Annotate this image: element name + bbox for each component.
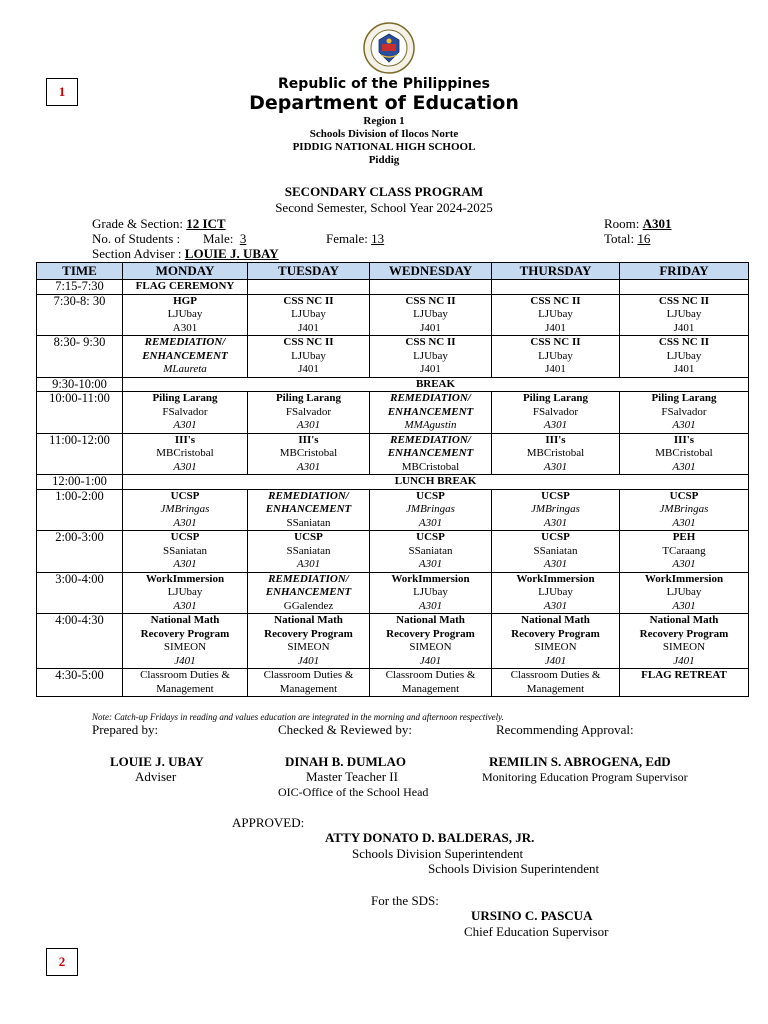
- cell-line: A301: [296, 460, 321, 473]
- time-cell: 3:00-4:00: [37, 572, 123, 614]
- cell-line: A301: [173, 558, 197, 570]
- cell-line: J401: [174, 654, 196, 667]
- cell-line: J401: [419, 654, 442, 667]
- cell-line: A301: [672, 460, 696, 473]
- cell-line: A301: [418, 558, 443, 570]
- table-row: [37, 336, 749, 378]
- table-row: [37, 614, 749, 669]
- cell-line: TCaraang: [662, 544, 706, 557]
- cell-line: UCSP: [170, 531, 200, 543]
- cell-line: J401: [420, 363, 441, 375]
- deped-seal-logo: [363, 22, 415, 74]
- sds-title: Chief Education Supervisor: [464, 924, 609, 939]
- grade-section: Grade & Section: 12 ICT: [92, 216, 226, 231]
- time-cell: 4:30-5:00: [37, 669, 123, 697]
- cell-line: III's: [545, 433, 566, 446]
- checked-by-label: Checked & Reviewed by:: [278, 722, 412, 737]
- cell-line: REMEDIATION/: [144, 336, 226, 348]
- cell-line: A301: [543, 419, 568, 431]
- schedule-cell-tuesday: [248, 531, 370, 573]
- cell-line: MBCristobal: [279, 447, 338, 459]
- cell-line: A301: [543, 516, 568, 529]
- schedule-cell-monday: [123, 294, 248, 336]
- cell-line: WorkImmersion: [644, 572, 724, 585]
- cell-line: CSS NC II: [405, 336, 456, 348]
- cell-line: CSS NC II: [530, 336, 581, 348]
- cell-line: A301: [296, 419, 321, 431]
- time-cell: 1:00-2:00: [37, 489, 123, 531]
- schedule-cell-thursday: [492, 614, 620, 669]
- cell-line: JMBringas: [406, 503, 455, 515]
- table-row: [37, 377, 749, 392]
- cell-line: A301: [672, 516, 696, 529]
- cell-line: Management: [156, 682, 214, 695]
- cell-line: Piling Larang: [522, 392, 589, 404]
- schedule-cell-monday: [123, 433, 248, 475]
- table-header-row: [37, 263, 749, 280]
- time-cell: 11:00-12:00: [37, 433, 123, 475]
- approved-name: ATTY DONATO D. BALDERAS, JR.: [325, 830, 535, 845]
- schedule-cell-tuesday: [248, 572, 370, 614]
- cell-line: A301: [418, 599, 443, 612]
- cell-line: A301: [672, 599, 696, 612]
- cell-line: WorkImmersion: [391, 572, 470, 585]
- cell-line: J401: [298, 321, 319, 334]
- cell-line: ENHANCEMENT: [387, 405, 474, 418]
- document-subtitle: Second Semester, School Year 2024-2025: [275, 200, 493, 215]
- header-republic: Republic of the Philippines: [278, 76, 490, 92]
- cell-line: LJUbay: [413, 586, 448, 598]
- column-header-friday: FRIDAY: [620, 263, 749, 280]
- schedule-cell-monday: [123, 669, 248, 697]
- cell-line: A301: [173, 419, 197, 431]
- cell-line: Classroom Duties &: [385, 669, 476, 681]
- schedule-cell-tuesday: [248, 280, 370, 295]
- schedule-cell-friday: [620, 280, 749, 295]
- schedule-cell-tuesday: [248, 294, 370, 336]
- schedule-cell-monday: [123, 392, 248, 434]
- cell-line: MBCristobal: [526, 447, 585, 459]
- schedule-cell-friday: [620, 531, 749, 573]
- cell-line: REMEDIATION/: [268, 489, 349, 502]
- column-header-time: TIME: [37, 263, 123, 280]
- cell-line: JMBringas: [531, 503, 580, 515]
- cell-line: National Math: [649, 614, 719, 626]
- cell-line: III's: [174, 433, 196, 446]
- cell-line: JMBringas: [659, 503, 709, 515]
- schedule-cell-friday: [620, 433, 749, 475]
- cell-line: FLAG RETREAT: [641, 669, 727, 681]
- page-number-bottom: 2: [46, 948, 78, 976]
- cell-line: CSS NC II: [283, 336, 334, 348]
- cell-line: Classroom Duties &: [140, 669, 230, 681]
- header-town: Piddig: [368, 154, 400, 166]
- cell-line: CSS NC II: [658, 336, 710, 348]
- cell-line: Recovery Program: [264, 627, 353, 640]
- cell-line: A301: [173, 460, 197, 473]
- male-count: Male: 3: [203, 231, 247, 246]
- approved-label: APPROVED:: [232, 815, 305, 830]
- schedule-cell-tuesday: [248, 489, 370, 531]
- cell-line: Recovery Program: [386, 627, 475, 640]
- cell-line: SSaniatan: [408, 544, 453, 557]
- cell-line: FSalvador: [285, 405, 332, 418]
- cell-line: HGP: [173, 294, 197, 307]
- schedule-cell-wednesday: [370, 294, 492, 336]
- cell-line: Piling Larang: [275, 392, 342, 404]
- cell-line: MLaureta: [163, 363, 207, 375]
- column-header-wednesday: WEDNESDAY: [370, 263, 492, 280]
- cell-line: J401: [545, 321, 566, 334]
- total-count: Total: 16: [604, 231, 651, 246]
- schedule-cell-wednesday: [370, 336, 492, 378]
- cell-line: ENHANCEMENT: [387, 447, 474, 459]
- cell-line: REMEDIATION/: [390, 433, 471, 446]
- break-cell: LUNCH BREAK: [123, 475, 749, 490]
- prepared-title: Adviser: [135, 769, 177, 784]
- catch-up-note: Note: Catch-up Fridays in reading and values education are integrated in the morning and afternoon respectively.: [92, 712, 504, 722]
- cell-line: CSS NC II: [530, 294, 581, 307]
- schedule-cell-friday: [620, 336, 749, 378]
- cell-line: A301: [543, 599, 568, 612]
- cell-line: SSaniatan: [286, 544, 331, 557]
- cell-line: LJUbay: [538, 308, 573, 320]
- cell-line: A301: [543, 460, 568, 473]
- schedule-cell-monday: [123, 489, 248, 531]
- cell-line: JMBringas: [160, 503, 210, 515]
- cell-line: J401: [673, 321, 695, 334]
- document-title: SECONDARY CLASS PROGRAM: [284, 184, 484, 199]
- recommending-title: Monitoring Education Program Supervisor: [482, 770, 688, 784]
- cell-line: J401: [673, 654, 695, 667]
- cell-line: Recovery Program: [511, 627, 600, 640]
- schedule-cell-wednesday: [370, 669, 492, 697]
- cell-line: J401: [673, 363, 695, 375]
- table-row: [37, 280, 749, 295]
- cell-line: SIMEON: [163, 641, 207, 653]
- schedule-cell-tuesday: [248, 336, 370, 378]
- header-school: PIDDIG NATIONAL HIGH SCHOOL: [292, 141, 476, 153]
- cell-line: MBCristobal: [655, 447, 713, 459]
- break-cell: BREAK: [123, 377, 749, 392]
- cell-line: FLAG CEREMONY: [135, 280, 235, 292]
- schedule-cell-tuesday: [248, 392, 370, 434]
- cell-line: A301: [296, 558, 321, 570]
- students-label: No. of Students :: [92, 231, 181, 246]
- cell-line: National Math: [521, 614, 590, 626]
- cell-line: LJUbay: [291, 349, 326, 362]
- cell-line: ENHANCEMENT: [265, 503, 352, 515]
- cell-line: ENHANCEMENT: [265, 586, 352, 598]
- column-header-tuesday: TUESDAY: [248, 263, 370, 280]
- schedule-cell-monday: [123, 336, 248, 378]
- schedule-cell-friday: [620, 614, 749, 669]
- cell-line: UCSP: [294, 531, 323, 543]
- checked-name: DINAH B. DUMLAO: [285, 754, 406, 769]
- cell-line: PEH: [672, 531, 696, 543]
- cell-line: Recovery Program: [639, 627, 729, 640]
- cell-line: Piling Larang: [152, 392, 218, 404]
- cell-line: National Math: [274, 614, 343, 626]
- time-cell: 9:30-10:00: [37, 377, 123, 392]
- cell-line: LJUbay: [666, 308, 702, 320]
- cell-line: LJUbay: [291, 308, 326, 320]
- cell-line: LJUbay: [538, 586, 573, 598]
- time-cell: 10:00-11:00: [37, 392, 123, 434]
- cell-line: SIMEON: [287, 641, 330, 653]
- cell-line: LJUbay: [666, 586, 702, 598]
- time-cell: 12:00-1:00: [37, 475, 123, 490]
- schedule-cell-thursday: [492, 572, 620, 614]
- approved-title: Schools Division Superintendent: [352, 846, 524, 861]
- schedule-cell-friday: [620, 294, 749, 336]
- cell-line: SSaniatan: [533, 544, 578, 557]
- cell-line: FSalvador: [661, 405, 707, 418]
- cell-line: SIMEON: [662, 641, 706, 653]
- checked-title-office: OIC-Office of the School Head: [278, 785, 429, 799]
- header-department: Department of Education: [249, 92, 519, 114]
- cell-line: Management: [401, 682, 460, 695]
- cell-line: Classroom Duties &: [263, 669, 354, 681]
- cell-line: CSS NC II: [658, 294, 710, 307]
- cell-line: A301: [173, 516, 197, 529]
- time-cell: 2:00-3:00: [37, 531, 123, 573]
- recommending-label: Recommending Approval:: [496, 722, 634, 737]
- cell-line: CSS NC II: [405, 294, 456, 307]
- cell-line: Management: [526, 682, 585, 695]
- cell-line: FSalvador: [162, 405, 208, 418]
- cell-line: Piling Larang: [651, 392, 717, 404]
- schedule-cell-wednesday: [370, 572, 492, 614]
- cell-line: CSS NC II: [283, 294, 334, 307]
- schedule-cell-wednesday: [370, 433, 492, 475]
- cell-line: MBCristobal: [401, 460, 460, 473]
- cell-line: A301: [173, 599, 197, 612]
- schedule-cell-thursday: [492, 336, 620, 378]
- header-division: Schools Division of Ilocos Norte: [309, 128, 459, 140]
- schedule-cell-thursday: [492, 294, 620, 336]
- schedule-cell-friday: [620, 669, 749, 697]
- cell-line: SIMEON: [534, 641, 577, 653]
- for-sds-label: For the SDS:: [371, 893, 439, 908]
- schedule-cell-monday: [123, 572, 248, 614]
- cell-line: UCSP: [416, 489, 445, 502]
- cell-line: MMAgustin: [404, 419, 457, 431]
- table-row: [37, 572, 749, 614]
- cell-line: LJUbay: [666, 349, 702, 362]
- schedule-cell-wednesday: [370, 280, 492, 295]
- header-region: Region 1: [363, 115, 405, 127]
- cell-line: SSaniatan: [163, 544, 207, 557]
- schedule-cell-monday: [123, 614, 248, 669]
- table-row: [37, 294, 749, 336]
- time-cell: 4:00-4:30: [37, 614, 123, 669]
- cell-line: ENHANCEMENT: [142, 349, 228, 362]
- schedule-cell-friday: [620, 392, 749, 434]
- checked-title: Master Teacher II: [306, 769, 398, 784]
- approved-title-repeat: Schools Division Superintendent: [428, 861, 600, 876]
- cell-line: J401: [420, 321, 441, 334]
- recommending-name: REMILIN S. ABROGENA, EdD: [489, 754, 671, 769]
- page-number-top: 1: [46, 78, 78, 106]
- cell-line: MBCristobal: [156, 447, 214, 459]
- class-schedule-table: [36, 262, 749, 697]
- table-row: [37, 669, 749, 697]
- cell-line: REMEDIATION/: [268, 572, 349, 585]
- prepared-by-label: Prepared by:: [92, 722, 159, 737]
- cell-line: Recovery Program: [140, 627, 230, 640]
- cell-line: FSalvador: [532, 405, 579, 418]
- schedule-cell-thursday: [492, 280, 620, 295]
- cell-line: National Math: [396, 614, 465, 626]
- column-header-monday: MONDAY: [123, 263, 248, 280]
- schedule-cell-tuesday: [248, 433, 370, 475]
- time-cell: 7:30-8: 30: [37, 294, 123, 336]
- schedule-cell-monday: [123, 531, 248, 573]
- table-row: [37, 489, 749, 531]
- cell-line: REMEDIATION/: [390, 392, 471, 404]
- section-adviser: Section Adviser : LOUIE J. UBAY: [92, 246, 279, 261]
- cell-line: J401: [298, 363, 319, 375]
- schedule-cell-wednesday: [370, 531, 492, 573]
- sds-name: URSINO C. PASCUA: [471, 908, 593, 923]
- table-row: [37, 392, 749, 434]
- schedule-cell-friday: [620, 572, 749, 614]
- schedule-cell-wednesday: [370, 392, 492, 434]
- cell-line: A301: [543, 558, 568, 570]
- cell-line: WorkImmersion: [516, 572, 595, 585]
- table-row: [37, 433, 749, 475]
- cell-line: UCSP: [170, 489, 200, 502]
- schedule-cell-thursday: [492, 531, 620, 573]
- cell-line: UCSP: [416, 531, 445, 543]
- cell-line: Classroom Duties &: [510, 669, 601, 681]
- cell-line: LJUbay: [167, 586, 203, 598]
- prepared-name: LOUIE J. UBAY: [110, 754, 204, 769]
- cell-line: III's: [673, 433, 695, 446]
- cell-line: Management: [279, 682, 338, 695]
- cell-line: National Math: [150, 614, 220, 626]
- schedule-cell-friday: [620, 489, 749, 531]
- cell-line: SSaniatan: [286, 516, 331, 529]
- female-count: Female: 13: [326, 231, 385, 246]
- cell-line: UCSP: [541, 489, 570, 502]
- cell-line: LJUbay: [538, 349, 573, 362]
- column-header-thursday: THURSDAY: [492, 263, 620, 280]
- cell-line: GGalendez: [283, 599, 334, 612]
- cell-line: LJUbay: [413, 308, 448, 320]
- schedule-cell-wednesday: [370, 489, 492, 531]
- cell-line: III's: [298, 433, 319, 446]
- schedule-cell-thursday: [492, 392, 620, 434]
- schedule-cell-monday: [123, 280, 248, 295]
- cell-line: UCSP: [541, 531, 570, 543]
- cell-line: J401: [544, 654, 567, 667]
- table-row: [37, 475, 749, 490]
- cell-line: A301: [418, 516, 443, 529]
- schedule-cell-tuesday: [248, 669, 370, 697]
- time-cell: 8:30- 9:30: [37, 336, 123, 378]
- schedule-cell-tuesday: [248, 614, 370, 669]
- cell-line: LJUbay: [167, 308, 203, 320]
- cell-line: LJUbay: [413, 349, 448, 362]
- cell-line: A301: [672, 558, 696, 570]
- schedule-cell-thursday: [492, 489, 620, 531]
- cell-line: J401: [297, 654, 320, 667]
- table-row: [37, 531, 749, 573]
- schedule-cell-thursday: [492, 669, 620, 697]
- cell-line: UCSP: [669, 489, 699, 502]
- cell-line: WorkImmersion: [145, 572, 225, 585]
- schedule-cell-thursday: [492, 433, 620, 475]
- room-info: Room: A301: [604, 216, 672, 231]
- cell-line: J401: [545, 363, 566, 375]
- cell-line: A301: [672, 419, 696, 431]
- schedule-cell-wednesday: [370, 614, 492, 669]
- time-cell: 7:15-7:30: [37, 280, 123, 295]
- cell-line: A301: [172, 321, 198, 334]
- cell-line: SIMEON: [409, 641, 452, 653]
